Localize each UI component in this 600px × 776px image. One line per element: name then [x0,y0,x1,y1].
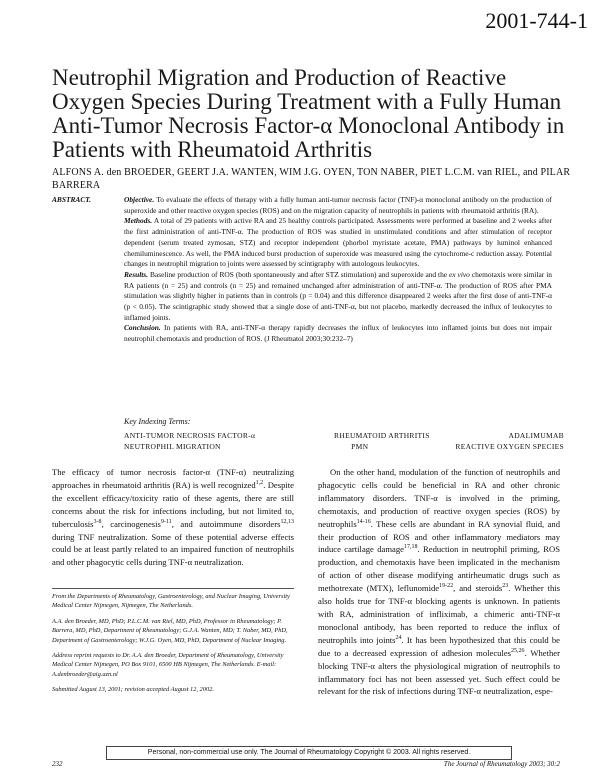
body-text: , and autoimmune disorders [171,518,281,529]
citation: 17,18 [403,544,418,551]
affiliation-note: Address reprint requests to Dr. A.A. den Broeder, Department of Rheumatology, University Medical Center Nijmegen, PO Box 9101, 6500 HB Nijmegen, The Netherlands. E-mail: A.denbroeder@aig.azn.nl [52,652,284,678]
keyword: RHEUMATOID ARTHRITIS [334,431,430,440]
body-text: . It has been hypothesized that this could be due to a decreased expression of adhesion molecules [318,634,560,658]
citation: 24 [395,634,402,641]
keywords-heading: Key Indexing Terms: [124,417,191,426]
objective-label: Objective. [124,195,155,204]
keyword: NEUTROPHIL MIGRATION [124,442,221,451]
body-text: . Whether blocking TNF-α alters the physiological migration of neutrophils to inflammatory foci has not been assessed yet. Such effect could be relevant for the risk of infections during TNF-α neutralization, espe- [318,647,560,697]
affiliation-notes [52,592,294,701]
body-text: , carcinogenesis [101,518,161,529]
keyword: ADALIMUMAB [508,431,564,440]
results-emphasis: ex vivo [449,269,470,279]
copyright-notice: Personal, non-commercial use only. The Journal of Rheumatology Copyright © 2003. All rights reserved. [106,746,512,760]
citation: 12,13 [280,518,294,525]
body-text: . Whether this also holds true for TNF-α blocking agents is unknown. In patients with RA, administration of infliximab, a chimeric anti-TNF-α monoclonal antibody, has been reported to reduce the influx of neutrophils into joints [318,583,561,645]
keyword: PMN [351,442,369,451]
author-list: ALFONS A. den BROEDER, GEERT J.A. WANTEN, WIM J.G. OYEN, TON NABER, PIET L.C.M. van RIEL, and PILAR BARRERA [52,167,571,191]
citation: 19-22 [439,583,454,590]
objective-text: To evaluate the effects of therapy with a fully human anti-tumor necrosis factor (TNF)-α monoclonal antibody on the production of superoxide and other reactive oxygen species (ROS) and on the migration capacity of neutrophils in patients with rheumatoid arthritis (RA). [124,195,552,215]
citation: 1,2 [255,480,264,487]
body-text: The efficacy of tumor necrosis factor-α (TNF-α) neutralizing approaches in rheumatoid arthritis (RA) is well recognized [52,467,294,490]
keywords-row [124,431,564,440]
affiliation-note: A.A. den Broeder, MD, PhD; P.L.C.M. van Riel, MD, PhD, Professor in Rheumatology; P. Barrera, MD, PhD, Department of Rheumatology; G.J.A. Wanten, MD; T. Naber, MD, PhD, Department of Gastroenterology; W.J.G. Oyen, MD, PhD, Department of Nuclear Imaging. [52,617,288,644]
page-number: 232 [52,760,63,768]
results-text-cont: chemotaxis were similar in RA patients (n = 25) and controls (n = 25) and remained unchanged after administration of anti-TNF-α. The production of ROS after PMA stimulation was slightly higher in patients than in controls (p = 0.04) and this difference disappeared 2 weeks after the first dose of anti-TNF-α (p < 0.05). The scintigraphic study showed that a single dose of anti-TNF-α, but not placebo, markedly decreased the influx of leukocytes to inflamed joints. [124,269,552,322]
results-label: Results. [124,269,149,279]
affiliation-note: From the Departments of Rheumatology, Gastroenterology, and Nuclear Imaging, University Medical Center Nijmegen, Nijmegen, The Netherlands. [52,593,290,610]
citation: 9-11 [160,518,172,525]
body-text: . These cells are abundant in RA synovial fluid, and their production of ROS and other inflammatory mediators may induce cartilage damage [318,518,560,555]
body-column-left [52,466,294,569]
abstract-label: ABSTRACT. [52,195,91,204]
keyword: ANTI-TUMOR NECROSIS FACTOR-α [124,431,256,440]
citation: 3-8 [93,518,102,525]
body-text: during TNF neutralization. Some of these potential adverse effects could be at least partly related to an impaired function of neutrophils and other phagocytic cells during TNF-α neutralization. [52,531,294,568]
citation: 23 [502,583,509,590]
body-text: On the other hand, modulation of the function of neutrophils and phagocytic cells could be beneficial in RA and other chronic inflammatory disorders. TNF-α is involved in the priming, chemotaxis, and production of reactive oxygen species (ROS) by neutrophils [318,467,560,529]
body-column-right [318,466,560,698]
citation: 14-16 [356,518,371,525]
methods-label: Methods. [124,216,153,226]
body-text: . Reduction in neutrophil priming, ROS production, and chemotaxis have been implicated in the mechanism of action of other disease modifying antirheumatic drugs such as methotrexate (MTX), leflunomide [318,544,560,594]
keywords-row [124,442,564,451]
keyword: REACTIVE OXYGEN SPECIES [455,442,564,451]
citation: 25,26 [511,647,525,654]
methods-text: A total of 29 patients with active RA and 25 healthy controls participated. Assessments were performed at baseline and 2 weeks after the first administration of anti-TNF-α. The production of ROS was studied in unstimulated conditions and after stimulation of receptor dependent (serum treated zymosan, STZ) and receptor independent (phorbol myristate acetate, PMA) pathways by luminol enhanced chemiluminescence. As well, the PMA induced burst production of superoxide was measured using the cytochrome-c reduction assay. Potential changes in neutrophil migration to joints were assessed by scintigraphy with autologous leukocytes. [124,216,552,269]
article-title: Neutrophil Migration and Production of Reactive Oxygen Species During Treatment with a Fully Human Anti-Tumor Necrosis Factor-α Monoclonal Antibody in Patients with Rheumatoid Arthritis [52,65,565,162]
abstract-body [124,195,552,345]
abstract [52,195,552,345]
body-text: , and steroids [453,583,503,594]
body-text: . Despite the excellent efficacy/toxicity ratio of these agents, there are still concerns about the risk for infections including, but not limited to, tuberculosis [52,479,294,529]
conclusion-text: In patients with RA, anti-TNF-α therapy rapidly decreases the influx of leukocytes into inflamed joints but does not impair neutrophil chemotaxis and production of ROS. (J Rheumatol 2003;30:232–7) [124,323,552,344]
conclusion-label: Conclusion. [124,323,161,333]
footnote-divider [52,588,294,589]
document-number: 2001-744-1 [485,8,588,33]
affiliation-note: Submitted August 13, 2001; revision accepted August 12, 2002. [52,686,214,694]
journal-citation: The Journal of Rheumatology 2003; 30:2 [443,760,560,768]
results-text: Baseline production of ROS (both spontaneously and after STZ stimulation) and superoxide and the [149,269,448,279]
